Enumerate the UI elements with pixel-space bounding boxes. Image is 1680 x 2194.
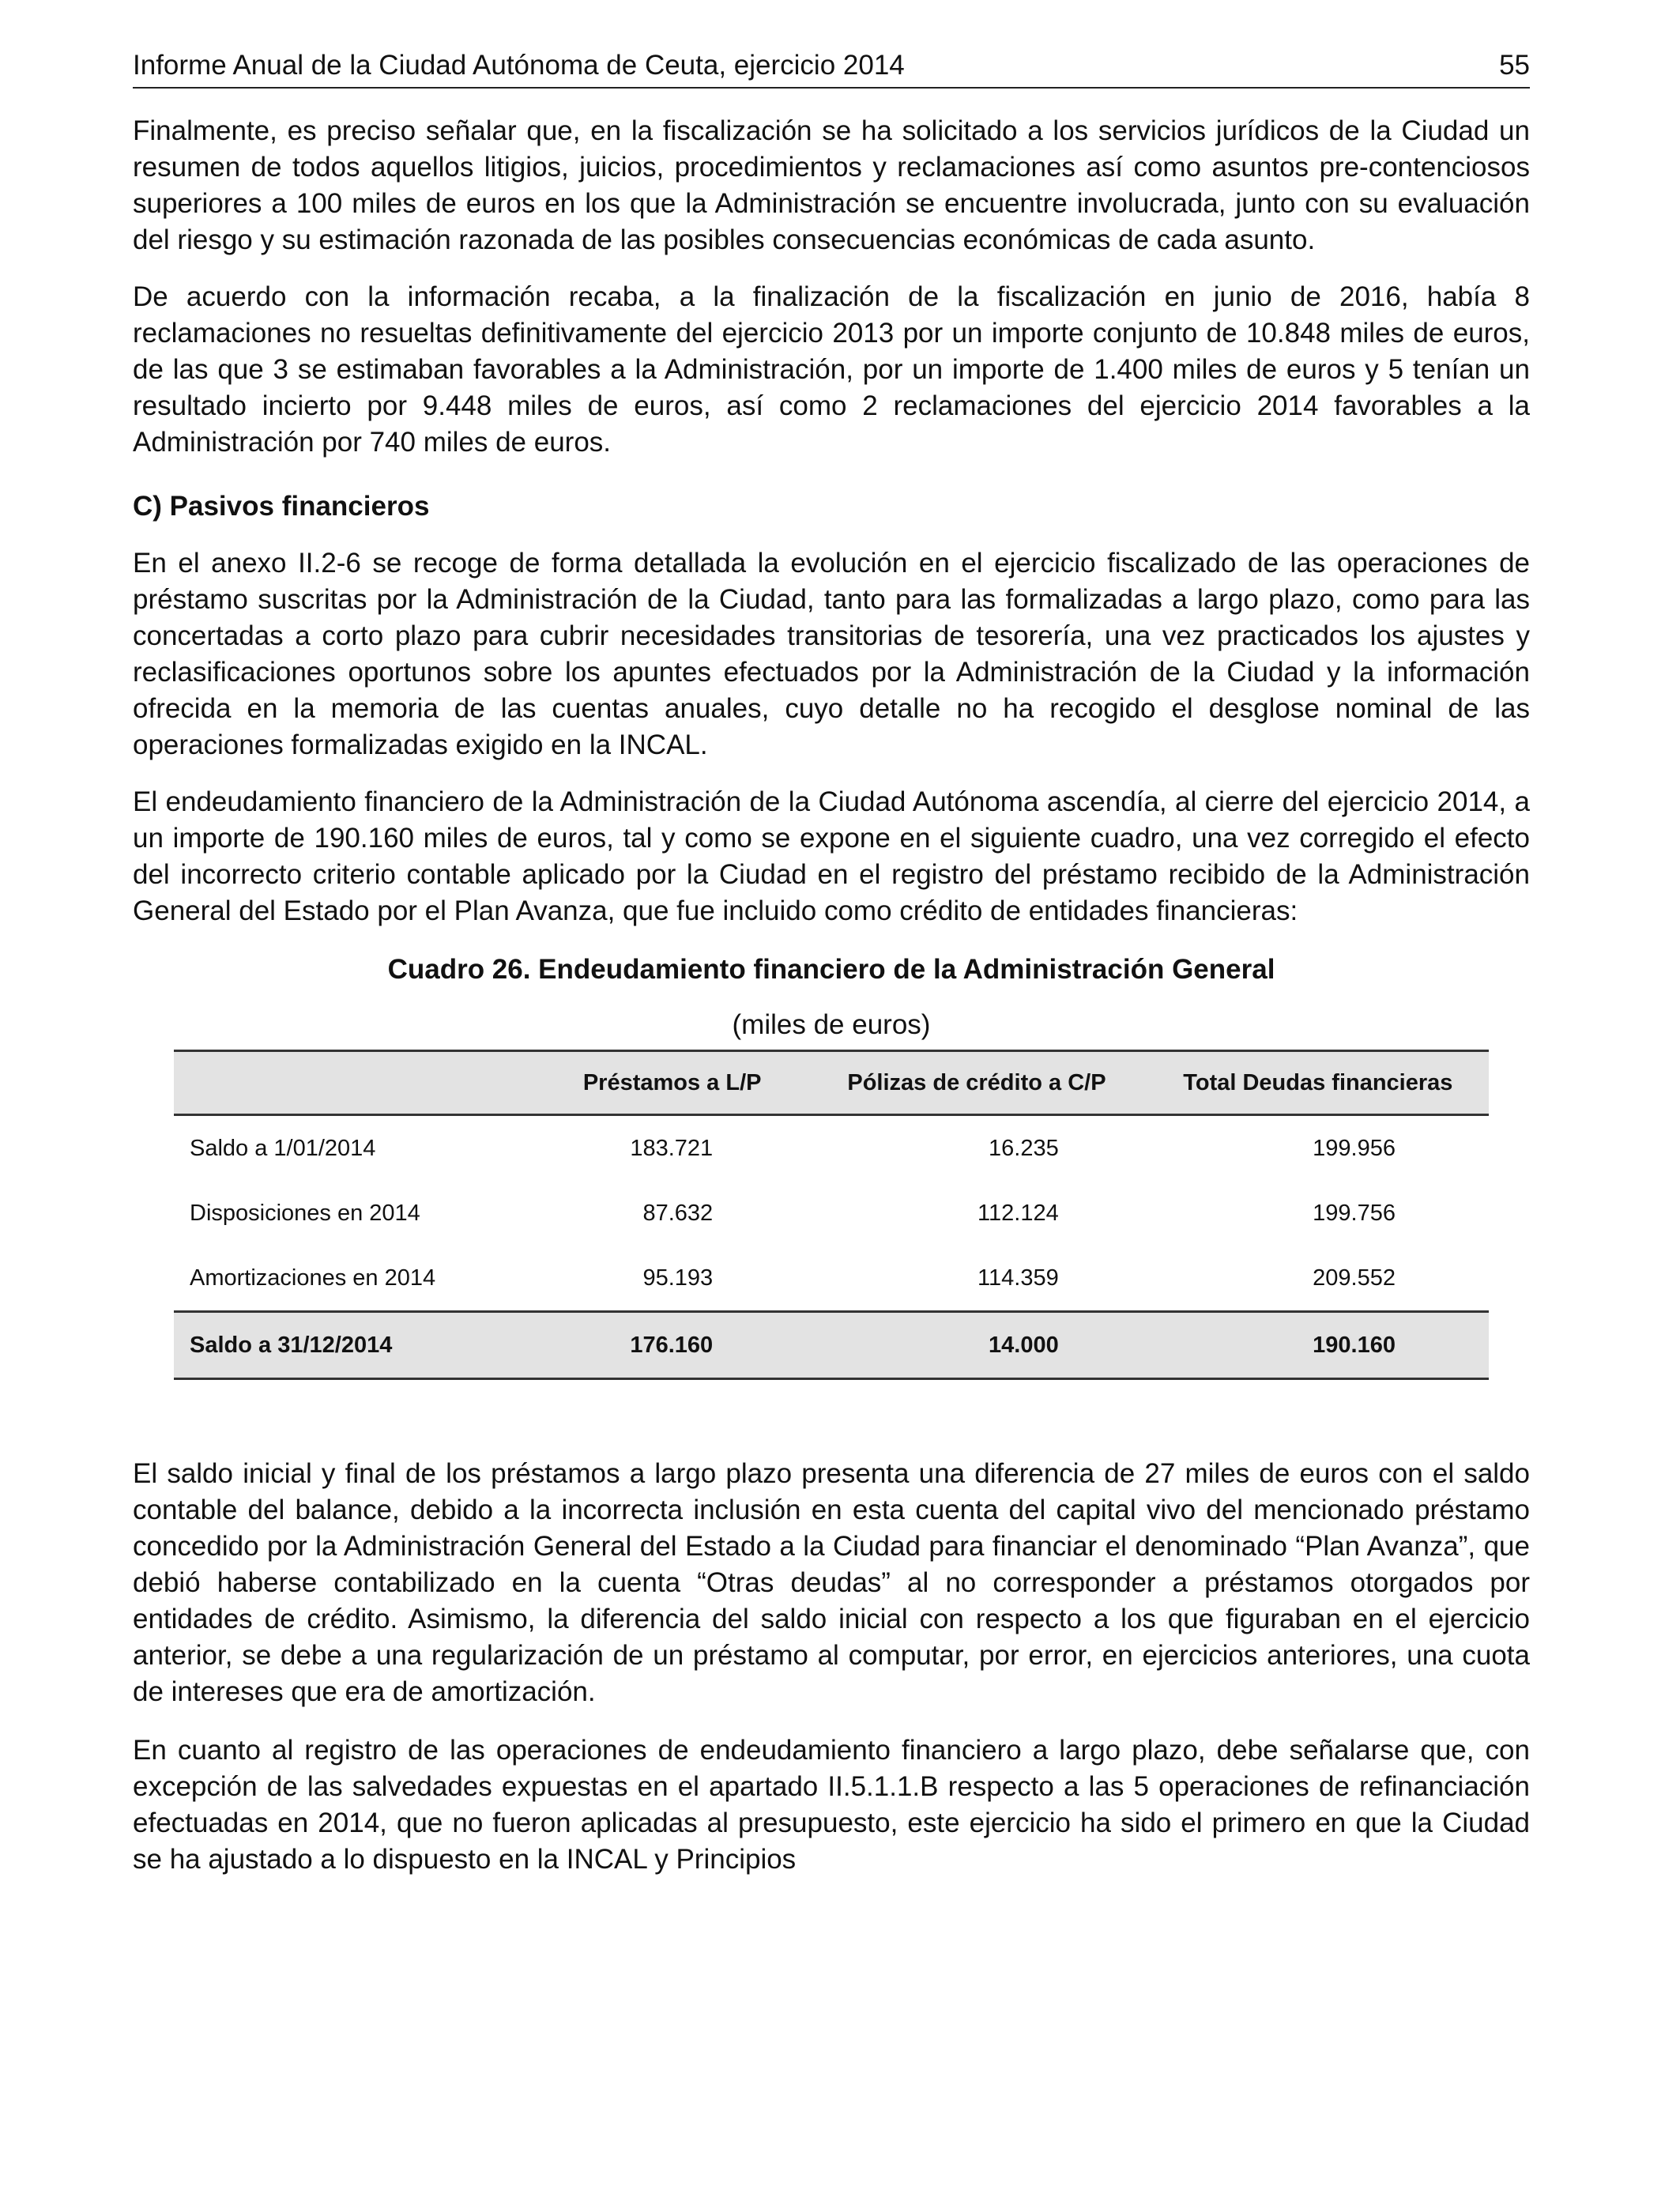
cell-cp: 16.235 (989, 1135, 1059, 1161)
row-label: Saldo a 1/01/2014 (190, 1135, 376, 1161)
document-page (133, 41, 1530, 1878)
cell-cp: 112.124 (977, 1200, 1059, 1226)
column-header-total: Total Deudas financieras (1147, 1051, 1489, 1115)
page-number: 55 (1499, 50, 1530, 81)
header-title: Informe Anual de la Ciudad Autónoma de Ceuta, ejercicio 2014 (133, 50, 905, 81)
paragraph-anexo: En el anexo II.2-6 se recoge de forma detallada la evolución en el ejercicio fiscalizado de las operaciones de préstamo suscritas por la Administración de la Ciudad, tanto para las formalizadas a largo plazo, como para las concertadas a corto plazo para cubrir necesidades transitorias de tesorería, una vez practicados los ajustes y reclasificaciones oportunos sobre los apuntes efectuados por la Administración de la Ciudad y la información ofrecida en la memoria de las cuentas anuales, cuyo detalle no ha recogido el desglose nominal de las operaciones formalizadas exigido en la INCAL. (133, 548, 1530, 760)
section-heading: C) Pasivos financieros (133, 491, 430, 522)
column-header-lp: Préstamos a L/P (538, 1051, 806, 1115)
paragraph-reclamaciones: De acuerdo con la información recaba, a la finalización de la fiscalización en junio de 2016, había 8 reclamaciones no resueltas definitivamente del ejercicio 2013 por un importe conjunto de 10.848 miles de euros, de las que 3 se estimaban favorables a la Administración, por un importe de 1.400 miles de euros y 5 tenían un resultado incierto por 9.448 miles de euros, así como 2 reclamaciones del ejercicio 2014 favorables a la Administración por 740 miles de euros. (133, 281, 1530, 458)
table-row (174, 1181, 1489, 1246)
table-row (174, 1115, 1489, 1182)
table-row (174, 1246, 1489, 1312)
cell-total: 209.552 (1313, 1265, 1396, 1291)
total-label: Saldo a 31/12/2014 (174, 1312, 538, 1379)
table-header-row (174, 1051, 1489, 1115)
cell-lp: 95.193 (642, 1265, 714, 1291)
cell-total: 199.956 (1313, 1135, 1396, 1161)
total-cp: 14.000 (806, 1312, 1147, 1379)
total-lp: 176.160 (538, 1312, 806, 1379)
cell-cp: 114.359 (977, 1265, 1059, 1291)
debt-table (174, 1050, 1489, 1380)
total-total: 190.160 (1147, 1312, 1489, 1379)
column-header-cp: Pólizas de crédito a C/P (806, 1051, 1147, 1115)
paragraph-litigios: Finalmente, es preciso señalar que, en la fiscalización se ha solicitado a los servicios jurídicos de la Ciudad un resumen de todos aquellos litigios, juicios, procedimientos y reclamaciones así como asuntos pre-contenciosos superiores a 100 miles de euros en los que la Administración se encuentre involucrada, junto con su evaluación del riesgo y su estimación razonada de las posibles consecuencias económicas de cada asunto. (133, 115, 1530, 255)
paragraph-endeudamiento: El endeudamiento financiero de la Administración de la Ciudad Autónoma ascendía, al cierre del ejercicio 2014, a un importe de 190.160 miles de euros, tal y como se expone en el siguiente cuadro, una vez corregido el efecto del incorrecto criterio contable aplicado por la Ciudad en el registro del préstamo recibido de la Administración General del Estado por el Plan Avanza, que fue incluido como crédito de entidades financieras: (133, 786, 1530, 926)
column-header-label (174, 1051, 538, 1115)
paragraph-registro: En cuanto al registro de las operaciones de endeudamiento financiero a largo plazo, debe señalarse que, con excepción de las salvedades expuestas en el apartado II.5.1.1.B respecto a las 5 operaciones de refinanciación efectuadas en 2014, que no fueron aplicadas al presupuesto, este ejercicio ha sido el primero en que la Ciudad se ha ajustado a lo dispuesto en la INCAL y Principios (133, 1735, 1530, 1875)
cell-total: 199.756 (1313, 1200, 1396, 1226)
row-label: Disposiciones en 2014 (190, 1200, 420, 1226)
row-label: Amortizaciones en 2014 (190, 1265, 436, 1291)
page-header (133, 41, 1530, 89)
table-total-row (174, 1312, 1489, 1379)
table-title: Cuadro 26. Endeudamiento financiero de la Administración General (387, 954, 1275, 985)
cell-lp: 183.721 (630, 1135, 714, 1161)
cell-lp: 87.632 (642, 1200, 714, 1226)
paragraph-saldo-inicial: El saldo inicial y final de los préstamos a largo plazo presenta una diferencia de 27 miles de euros con el saldo contable del balance, debido a la incorrecta inclusión en esta cuenta del capital vivo del mencionado préstamo concedido por la Administración General del Estado a la Ciudad para financiar el denominado “Plan Avanza”, que debió haberse contabilizado en la cuenta “Otras deudas” al no corresponder a préstamos otorgados por entidades de crédito. Asimismo, la diferencia del saldo inicial con respecto a los que figuraban en el ejercicio anterior, se debe a una regularización de un préstamo al computar, por error, en ejercicios anteriores, una cuota de intereses que era de amortización. (133, 1458, 1530, 1707)
table-unit: (miles de euros) (732, 1009, 931, 1040)
